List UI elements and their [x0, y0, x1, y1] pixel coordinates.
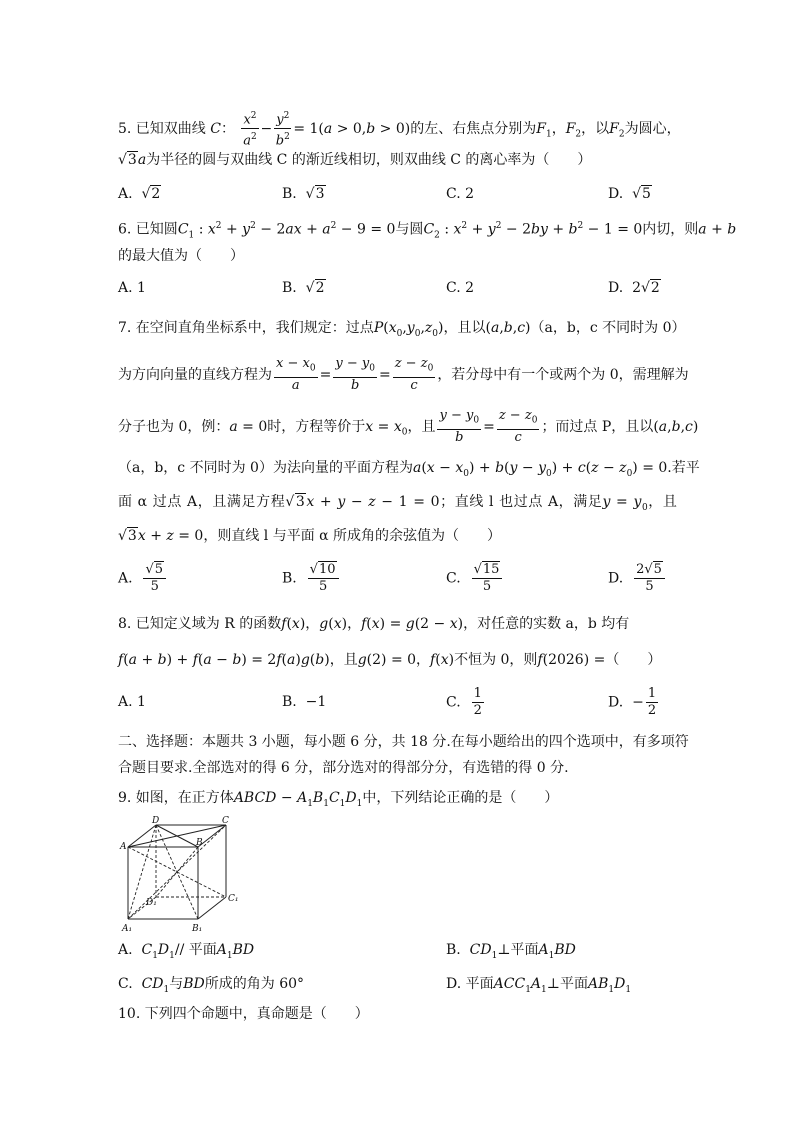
- cube-figure: [118, 815, 248, 933]
- q5-option-b: B. √3: [282, 186, 325, 202]
- q6-option-b: B. √2: [282, 280, 325, 296]
- q5-option-c: C. 2: [446, 186, 475, 202]
- q8-option-d: D. − $\frac{1}{2}$: [608, 686, 657, 718]
- q5-option-a: A. √2: [118, 186, 161, 202]
- q9-option-b: B. $CD_1\perp$平面$A_1BD$: [446, 942, 576, 961]
- q6-option-a: A. 1: [118, 280, 146, 296]
- q6-option-d: D. 2√2: [608, 280, 660, 296]
- q10-stem: 10. 下列四个命题中，真命题是（ ）: [118, 1006, 369, 1022]
- q5-option-d: D. √5: [608, 186, 651, 202]
- q5-line2: √3a为半径的圆与双曲线 C 的渐近线相切，则双曲线 C 的离心率为（ ）: [118, 152, 592, 168]
- section-2-line2: 合题目要求.全部选对的得 6 分，部分选对的得部分分，有选错的得 0 分.: [118, 760, 569, 776]
- svg-text:B₁: B₁: [192, 924, 203, 933]
- svg-text:A₁: A₁: [122, 924, 133, 933]
- q8-option-c: C. $\frac{1}{2}$: [446, 686, 482, 718]
- q9-option-a: A. $C_1D_1//$ 平面$A_1BD$: [118, 942, 255, 961]
- q7-line3: 分子也为 0，例：a = 0时，方程等价于$x = x_0$，且 $\frac{y - y_0}{b}$ = $\frac{z - z_0}{c}$ ；而过点 P，且以(a,b,c): [118, 408, 699, 445]
- q6-line2: 的最大值为（ ）: [118, 248, 244, 264]
- section-2-line1: 二、选择题：本题共 3 小题，每小题 6 分，共 18 分.在每小题给出的四个选项中，有多项符: [118, 734, 689, 750]
- q7-option-a: A. $\frac{√5}{5}$: [118, 562, 168, 595]
- q5-line1: 5. 已知双曲线 C： $\frac{x^2}{a^2}$ − $\frac{y^2}{b^2}$ = 1(a > 0,b > 0)的左、右焦点分别为$F_1$，$F_2$，以$F_2$为圆心，: [118, 108, 694, 150]
- q7-line5: 面 α 过点 A，且满足方程√3x + y − z − 1 = 0；直线 l 也过点 A，满足$y = y_0$，且: [118, 494, 678, 513]
- q7-line4: （a，b，c 不同时为 0）为法向量的平面方程为$a(x - x_0) + b(y - y_0) + c(z - z_0) = 0$.若平: [118, 460, 700, 479]
- q7-option-b: B. $\frac{√10}{5}$: [282, 562, 341, 595]
- q9-option-c: C. $CD_1$与BD所成的角为 60°: [118, 976, 305, 995]
- q8-option-b: B. −1: [282, 694, 327, 710]
- svg-text:D: D: [152, 816, 160, 826]
- q7-line2: 为方向向量的直线方程为 $\frac{x - x_0}{a}$ = $\frac{y - y_0}{b}$ = $\frac{z - z_0}{c}$ ，若分母中有一个或两个为 0，需理解为: [118, 356, 689, 393]
- q6-line1: 6. 已知圆$C_1$ : $x^2 + y^2 - 2ax + a^2 - 9 = 0$与圆$C_2$ : $x^2 + y^2 - 2by + b^2 - 1 = 0$内切，则a + b: [118, 221, 737, 241]
- q6-option-c: C. 2: [446, 280, 475, 296]
- q8-line1: 8. 已知定义域为 R 的函数f(x)，g(x)，f(x) = g(2 − x)，对任意的实数 a，b 均有: [118, 616, 630, 632]
- svg-text:C₁: C₁: [228, 894, 239, 904]
- q7-line6: √3x + z = 0，则直线 l 与平面 α 所成角的余弦值为（ ）: [118, 528, 502, 544]
- q7-option-d: D. $\frac{2√5}{5}$: [608, 562, 667, 595]
- q7-option-c: C. $\frac{√15}{5}$: [446, 562, 504, 595]
- q7-line1: 7. 在空间直角坐标系中，我们规定：过点$P(x_0,y_0,z_0)$，且以(a,b,c)（a，b，c 不同时为 0）: [118, 320, 686, 339]
- q8-line2: f(a + b) + f(a − b) = 2f(a)g(b)，且g(2) = 0，f(x)不恒为 0，则f(2026) =（ ）: [118, 652, 662, 668]
- q9-stem: 9. 如图，在正方体ABCD − $A_1B_1C_1D_1$中，下列结论正确的是（ ）: [118, 790, 559, 809]
- svg-text:B: B: [196, 838, 203, 848]
- svg-text:C: C: [222, 816, 229, 826]
- q9-option-d: D. 平面$ACC_1A_1\perp$平面$AB_1D_1$: [446, 976, 632, 995]
- svg-text:A: A: [120, 842, 127, 852]
- svg-text:D₁: D₁: [146, 898, 157, 908]
- q8-option-a: A. 1: [118, 694, 146, 710]
